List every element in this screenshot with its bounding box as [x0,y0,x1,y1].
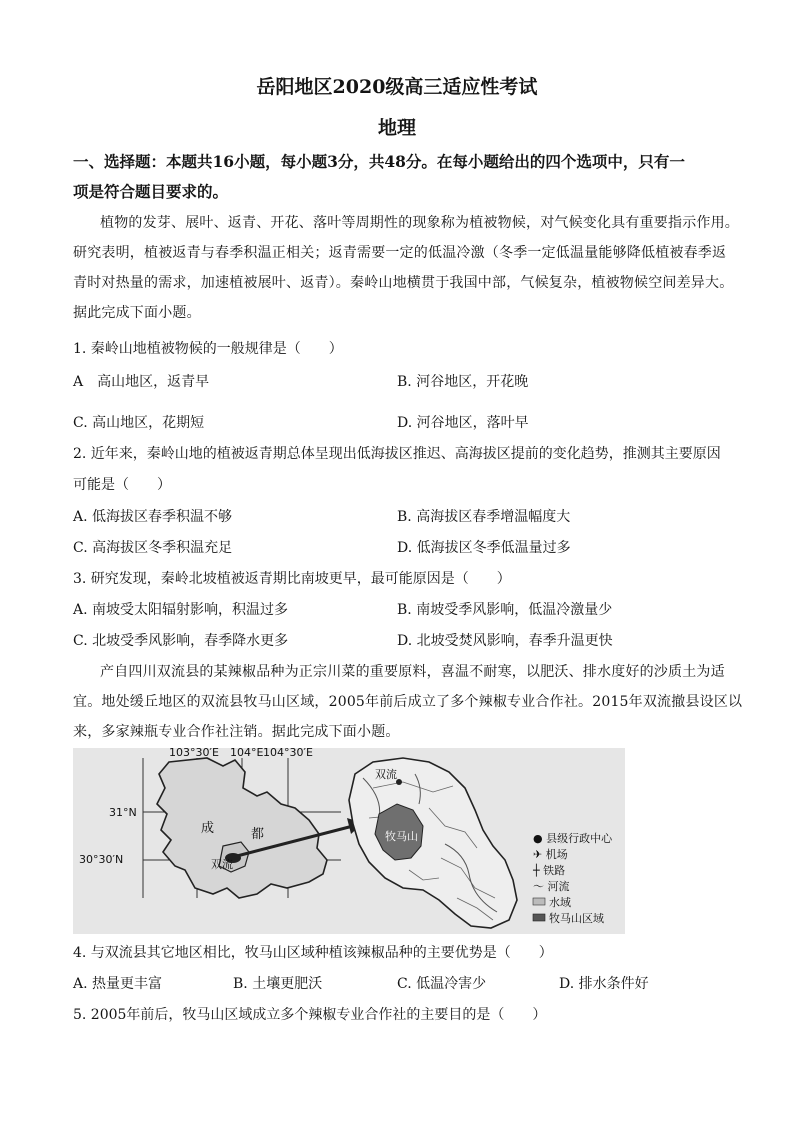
subject-title: 地理 [377,117,416,139]
question-2-stem-line1: 2. 近年来，秦岭山地的植被返青期总体呈现出低海拔区推迟、高海拔区提前的变化趋势，推测其主要原因 [73,446,721,462]
question-3-option-c: C. 北坡受季风影响，春季降水更多 [73,633,289,649]
question-2-option-d: D. 低海拔区冬季低温量过多 [397,540,571,556]
question-4-stem: 4. 与双流县其它地区相比，牧马山区域种植该辣椒品种的主要优势是（ ） [73,945,553,961]
question-3-option-a: A. 南坡受太阳辐射影响，积温过多 [73,602,289,618]
question-1-option-c: C. 高山地区，花期短 [73,415,205,431]
question-4-option-d: D. 排水条件好 [559,976,649,992]
question-4-option-c: C. 低温冷害少 [397,976,487,992]
legend-item-water: 水域 [549,896,571,909]
mumashan-label: 牧马山 [385,830,418,843]
latitude-label-1: 31°N [109,806,137,819]
longitude-label-1: 103°30′E [169,748,219,759]
city-label-char-1: 成 [201,821,215,836]
legend-item-county-center: ● 县级行政中心 [533,832,613,845]
question-3-option-b: B. 南坡受季风影响，低温冷激量少 [397,602,613,618]
section-heading-line2: 项是符合题目要求的。 [73,182,229,201]
legend-item-railway: ┼ 铁路 [533,864,566,877]
passage2-line: 产自四川双流县的某辣椒品种为正宗川菜的重要原料，喜温不耐寒，以肥沃、排水度好的沙质土为适 [100,664,725,680]
legend-item-mumashan: 牧马山区域 [549,912,604,925]
legend-water-swatch [533,898,545,905]
question-1-stem: 1. 秦岭山地植被物候的一般规律是（ ） [73,341,343,357]
question-5-stem: 5. 2005年前后，牧马山区域成立多个辣椒专业合作社的主要目的是（ ） [73,1007,547,1023]
passage2-line: 来，多家辣瓶专业合作社注销。据此完成下面小题。 [73,724,400,740]
passage1-line: 据此完成下面小题。 [73,305,201,321]
latitude-label-2: 30°30′N [79,853,124,866]
question-1-option-d: D. 河谷地区，落叶早 [397,415,529,431]
shuangliu-map-figure [73,748,625,934]
longitude-label-3: 104°30′E [263,748,313,759]
exam-title: 岳阳地区2020级高三适应性考试 [256,76,538,98]
question-1-option-a: A 高山地区，返青早 [73,374,210,390]
longitude-label-2: 104°E [230,748,264,759]
county-label-right: 双流 [375,768,397,781]
section-heading-line1: 一、选择题：本题共16小题，每小题3分，共48分。在每小题给出的四个选项中，只有一 [73,152,685,171]
question-2-option-a: A. 低海拔区春季积温不够 [73,509,233,525]
passage1-line: 青时对热量的需求，加速植被展叶、返青）。秦岭山地横贯于我国中部，气候复杂，植被物候空间差异大。 [73,275,734,291]
legend-mumashan-swatch [533,914,545,921]
passage1-line: 植物的发芽、展叶、返青、开花、落叶等周期性的现象称为植被物候，对气候变化具有重要指示作用。 [100,215,739,231]
passage1-line: 研究表明，植被返青与春季积温正相关；返青需要一定的低温冷激（冬季一定低温量能够降低植被春季返 [73,245,727,261]
city-label-char-2: 都 [251,827,265,842]
question-3-option-d: D. 北坡受焚风影响，春季升温更快 [397,633,613,649]
question-4-option-b: B. 土壤更肥沃 [233,976,323,992]
passage2-line: 宜。地处缓丘地区的双流县牧马山区域，2005年前后成立了多个辣椒专业合作社。2015年双流撤县设区以 [73,694,743,710]
question-2-option-b: B. 高海拔区春季增温幅度大 [397,509,571,525]
legend-item-airport: ✈ 机场 [533,848,568,861]
question-4-option-a: A. 热量更丰富 [73,976,163,992]
legend-item-river: ～ 河流 [533,880,570,893]
county-label-left: 双流 [211,858,233,871]
question-1-option-b: B. 河谷地区，开花晚 [397,374,529,390]
question-3-stem: 3. 研究发现，秦岭北坡植被返青期比南坡更早，最可能原因是（ ） [73,571,511,587]
question-2-option-c: C. 高海拔区冬季积温充足 [73,540,233,556]
question-2-stem-line2: 可能是（ ） [73,477,171,493]
